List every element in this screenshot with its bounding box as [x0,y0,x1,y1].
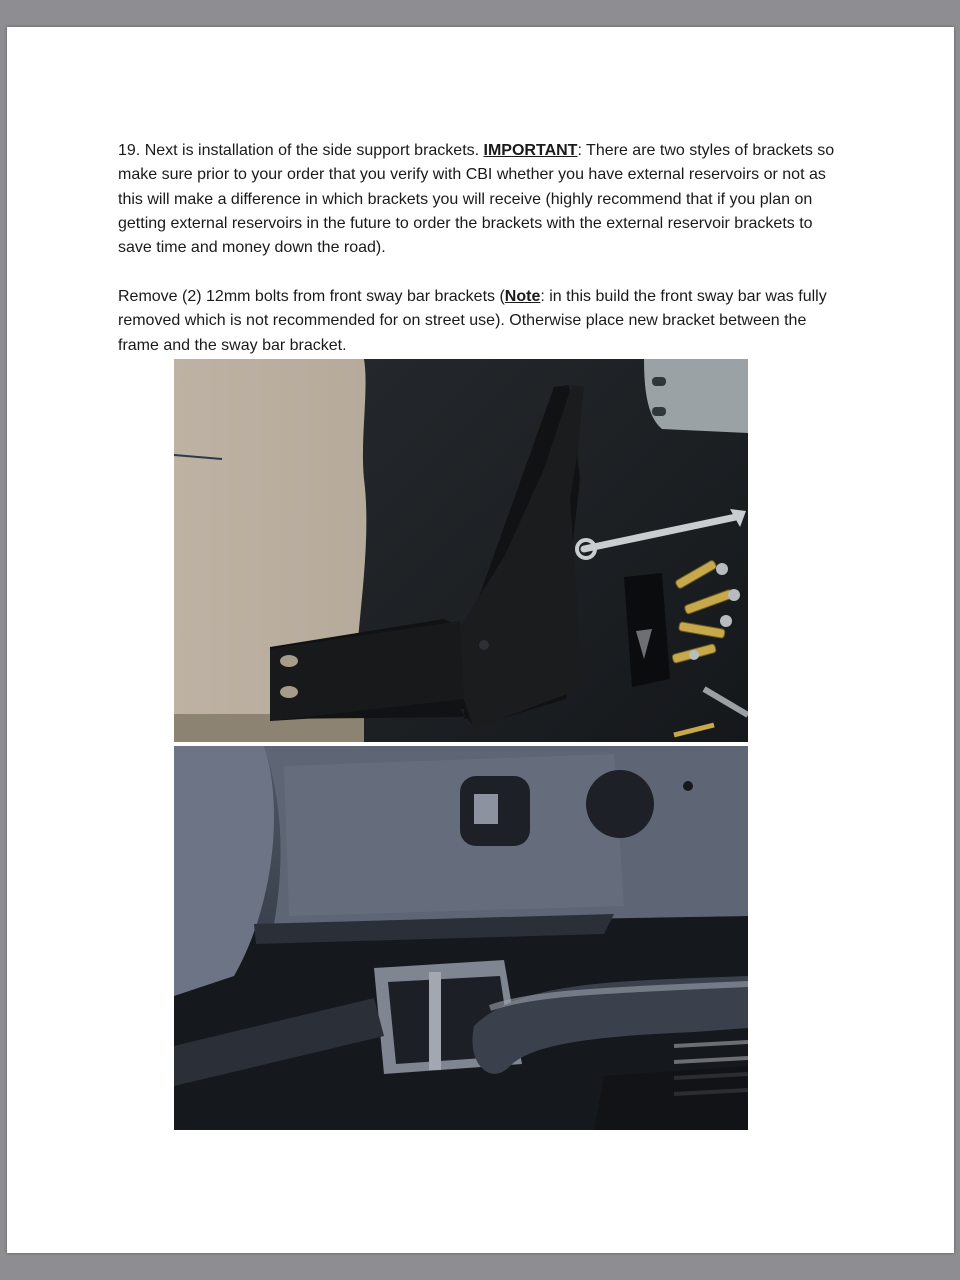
sway-bar-body: : in this build the front sway bar was fully removed which is not recommended for on street use). Otherwise place new bracket between the frame and the sway bar bracket. [118,288,827,354]
document-page [7,27,954,1253]
step-19-body: : There are two styles of brackets so make sure prior to your order that you verify with CBI whether you have external reservoirs or not as this will make a difference in which brackets you will receive (highly recommend that if you plan on getting external reservoirs in the future to order the brackets with the external reservoir brackets to save time and money down the road). [118,142,835,257]
important-label: IMPORTANT [483,142,578,159]
note-label: Note [504,288,541,305]
step-19-lead: 19. Next is installation of the side support brackets. [118,142,484,159]
step-19-paragraph [118,139,848,260]
sway-bar-paragraph [118,285,848,358]
sway-bar-bracket-photo [174,746,748,1130]
sway-bar-lead: Remove (2) 12mm bolts from front sway bar brackets ( [118,288,505,305]
bracket-photo [174,359,748,742]
